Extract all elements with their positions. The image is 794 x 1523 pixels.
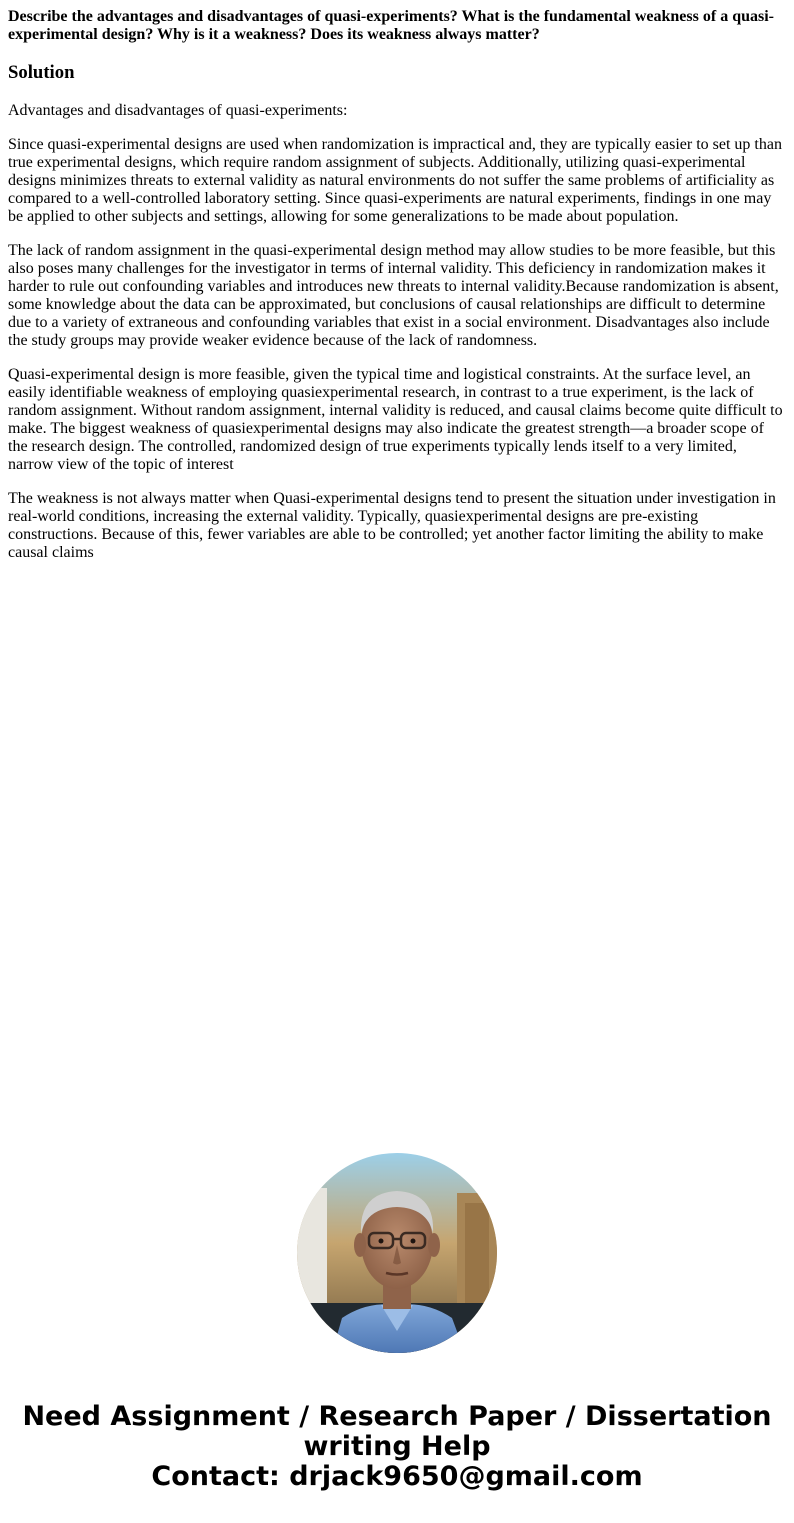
question-heading: Describe the advantages and disadvantages of quasi-experiments? What is the fundamental weakness of a quasi-experimental design? Why is it a weakness? Does its weakness always matter? [8, 8, 774, 43]
promo-contact: Contact: drjack9650@gmail.com [151, 1461, 643, 1492]
author-photo [297, 1153, 497, 1353]
solution-heading: Solution [8, 62, 75, 83]
paragraph-weakness: Quasi-experimental design is more feasible, given the typical time and logistical constraints. At the surface level, an easily identifiable weakness of employing quasiexperimental research, in contrast to a true experiment, is the lack of random assignment. Without random assignment, internal validity is reduced, and causal claims become quite difficult to make. The biggest weakness of quasiexperimental designs may also indicate the greatest strength—a broader scope of the research design. The controlled, randomized design of true experiments typically lends itself to a very limited, narrow view of the topic of interest [8, 366, 783, 473]
promo-line-1: Need Assignment / Research Paper / Dissertation [22, 1401, 772, 1432]
paragraph-advantages: Since quasi-experimental designs are used when randomization is impractical and, they are typically easier to set up than true experimental designs, which require random assignment of subjects. Additionally, utilizing quasi-experimental designs minimizes threats to external validity as natural environments do not suffer the same problems of artificiality as compared to a well-controlled laboratory setting. Since quasi-experiments are natural experiments, findings in one may be applied to other subjects and settings, allowing for some generalizations to be made about population. [8, 136, 782, 225]
article [8, 8, 786, 578]
author-avatar [297, 1153, 497, 1353]
promo-line-2: writing Help [303, 1431, 491, 1462]
paragraph-does-it-matter: The weakness is not always matter when Quasi-experimental designs tend to present the situation under investigation in real-world conditions, increasing the external validity. Typically, quasiexperimental designs are pre-existing constructions. Because of this, fewer variables are able to be controlled; yet another factor limiting the ability to make causal claims [8, 490, 776, 561]
promo-banner [0, 1402, 794, 1492]
paragraph-disadvantages: The lack of random assignment in the quasi-experimental design method may allow studies to be more feasible, but this also poses many challenges for the investigator in terms of internal validity. This deficiency in randomization makes it harder to rule out confounding variables and introduces new threats to internal validity.Because randomization is absent, some knowledge about the data can be approximated, but conclusions of causal relationships are difficult to determine due to a variety of extraneous and confounding variables that exist in a social environment. Disadvantages also include the study groups may provide weaker evidence because of the lack of randomness. [8, 242, 779, 349]
paragraph-intro: Advantages and disadvantages of quasi-experiments: [8, 102, 348, 119]
